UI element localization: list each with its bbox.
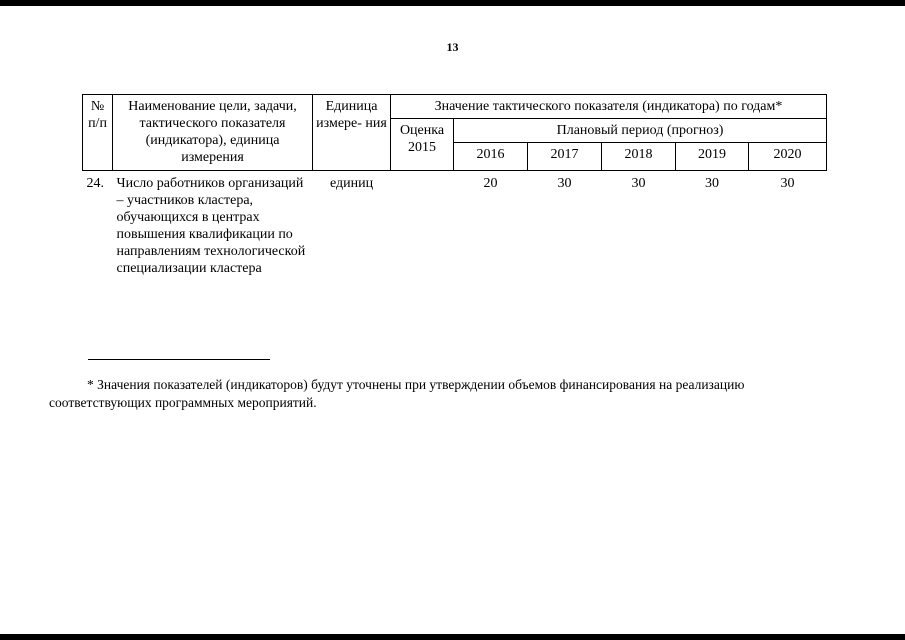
header-year: 2017 [528,143,602,171]
row-value: 20 [483,176,498,191]
header-values-group: Значение тактического показателя (индикатора) по годам* [391,95,827,119]
footnote-line2: соответствующих программных мероприятий. [49,395,317,410]
row-value: 30 [631,176,646,191]
row-value: 30 [705,176,719,191]
row-value: 30 [780,176,795,191]
footnote-line1: * Значения показателей (индикаторов) будут уточнены при утверждении объемов финансирования на реализацию [87,377,745,392]
header-year: 2019 [676,143,749,171]
bottom-border [0,634,905,640]
header-year: 2016 [454,143,528,171]
top-border [0,0,905,6]
header-year: 2020 [749,143,827,171]
header-estimate: Оценка 2015 [391,119,454,171]
header-plan-period: Плановый период (прогноз) [454,119,827,143]
footnote-rule [88,359,270,360]
row-estimate [391,171,454,282]
indicators-table [82,94,827,281]
table-row [83,171,827,282]
row-name: Число работников организаций – участников кластера, обучающихся в центрах повышения квалификации по направлениям технологической специализации кластера [116,176,306,276]
page-number: 13 [446,40,459,54]
row-value: 30 [557,176,572,191]
header-num: № п/п [83,95,113,171]
footnote [49,376,849,412]
row-num: 24. [86,176,104,191]
header-unit: Единица измере- ния [313,95,391,171]
row-unit: единиц [329,176,374,191]
header-year: 2018 [602,143,676,171]
header-name: Наименование цели, задачи, тактического показателя (индикатора), единица измерения [113,95,313,171]
